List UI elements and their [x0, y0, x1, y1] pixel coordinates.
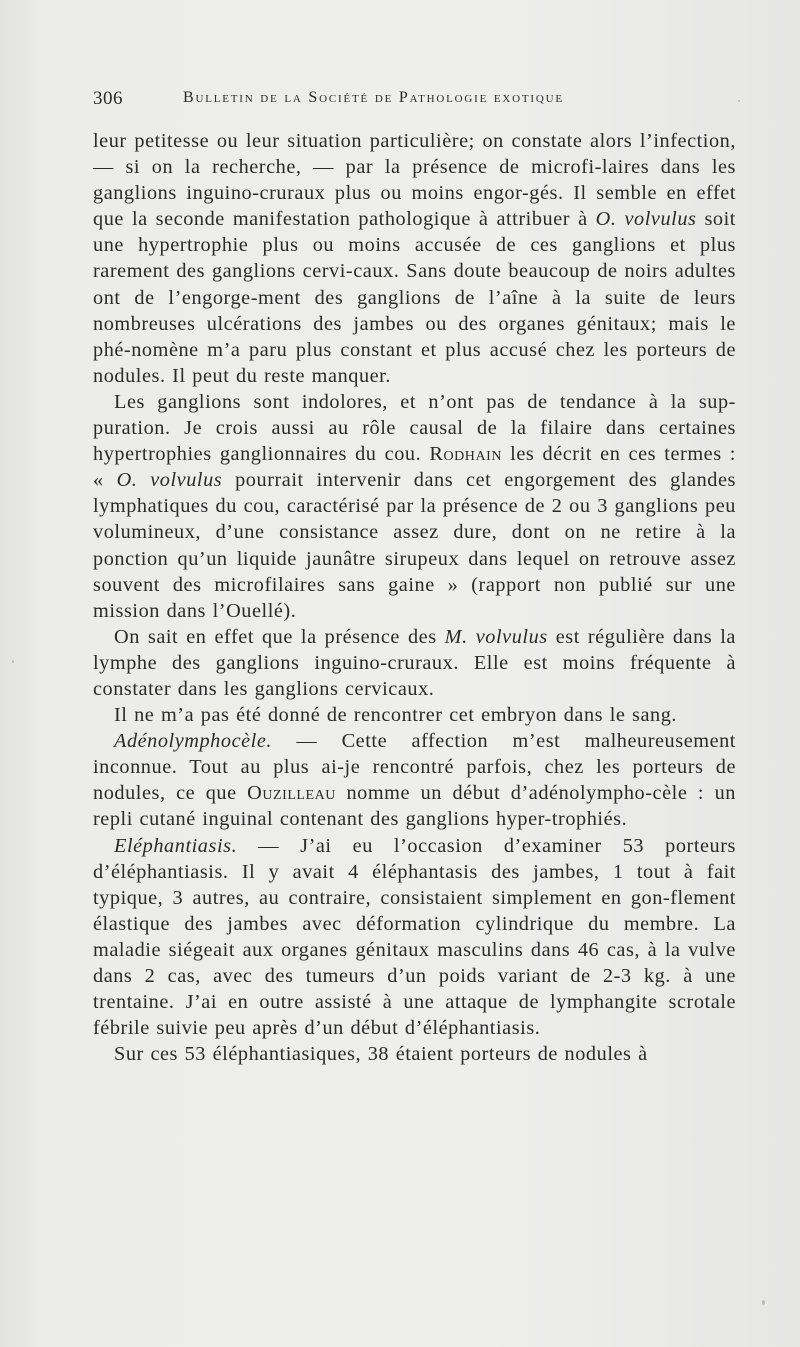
author-name: Rodhain [429, 443, 502, 466]
paragraph [93, 1041, 736, 1067]
text-run: Sur ces 53 éléphantiasiques, 38 étaient porteurs de nodules à [114, 1043, 648, 1066]
italic-text: O. volvulus [595, 208, 697, 231]
text-run: — Cette affection m’est malheureusement inconnue. Tout au plus ai-je rencontré parfois, chez les porteurs de nodules, ce que [93, 730, 736, 805]
paper-speck [762, 1300, 765, 1305]
paper-speck [738, 100, 740, 102]
paper-speck [12, 660, 14, 663]
page-header [93, 88, 735, 118]
text-run: On sait en effet que la présence des [114, 625, 445, 648]
paragraph [93, 728, 736, 832]
page-number: 306 [93, 88, 123, 109]
paragraph [93, 624, 736, 702]
italic-text: Adénolymphocèle. [114, 730, 273, 753]
text-run: les décrit en ces termes : « [93, 443, 736, 492]
text-run: Les ganglions sont indolores, et n’ont pas de tendance à la sup-puration. Je crois aussi au rôle causal de la filaire dans certaines hypertrophies ganglionnaires du cou. [93, 390, 736, 466]
running-title: Bulletin de la Société de Pathologie exotique [183, 89, 564, 106]
text-run: Il ne m’a pas été donné de rencontrer cet embryon dans le sang. [114, 704, 678, 727]
italic-text: O. volvulus [116, 469, 223, 492]
text-run: pourrait intervenir dans cet engorgement des glandes lymphatiques du cou, caractérisé par la présence de 2 ou 3 ganglions peu volumineux, d’une consistance assez dure, dont on ne retire à la ponction qu’un liquide jaunâtre sirupeux dans lequel on retrouve assez souvent des microfilaires sans gaine » (rapport non publié sur une mission dans l’Ouellé). [93, 469, 736, 622]
italic-text: M. volvulus [444, 625, 548, 648]
text-run: leur petitesse ou leur situation particulière; on constate alors l’infection, — si on la recherche, — par la présence de microfi-laires dans les ganglions inguino-cruraux plus ou moins engor-gés. Il semble en effet que la seconde manifestation pathologique à attribuer à [93, 130, 736, 231]
paragraph [93, 833, 736, 1042]
author-name: Ouzilleau [247, 782, 336, 805]
text-run: est régulière dans la lymphe des ganglions inguino-cruraux. Elle est moins fréquente à constater dans les ganglions cervicaux. [93, 625, 736, 700]
text-run: — J’ai eu l’occasion d’examiner 53 porteurs d’éléphantiasis. Il y avait 4 éléphantasis des jambes, 1 tout à fait typique, 3 autres, au contraire, consistaient simplement en gon-flement élastique des jambes avec déformation cylindrique du membre. La maladie siégeait aux organes génitaux masculins dans 46 cas, à la vulve dans 2 cas, avec des tumeurs d’un poids variant de 2-3 kg. à une trentaine. J’ai en outre assisté à une attaque de lymphangite scrotale fébrile suivie peu après d’un début d’éléphantiasis. [93, 834, 736, 1040]
text-run: nomme un début d’adénolympho-cèle : un repli cutané inguinal contenant des ganglions hyper-trophiés. [93, 782, 736, 831]
body-text [93, 128, 736, 1067]
paragraph [93, 389, 736, 624]
paragraph [93, 702, 736, 728]
italic-text: Eléphantiasis. [114, 834, 238, 857]
text-run: soit une hypertrophie plus ou moins accusée de ces ganglions et plus rarement des ganglions cervi-caux. Sans doute beaucoup de noirs adultes ont de l’engorge-ment des ganglions de l’aîne à la suite de leurs nombreuses ulcérations des jambes ou des organes génitaux; mais le phé-nomène m’a paru plus constant et plus accusé chez les porteurs de nodules. Il peut du reste manquer. [93, 208, 736, 387]
paragraph [93, 128, 736, 389]
